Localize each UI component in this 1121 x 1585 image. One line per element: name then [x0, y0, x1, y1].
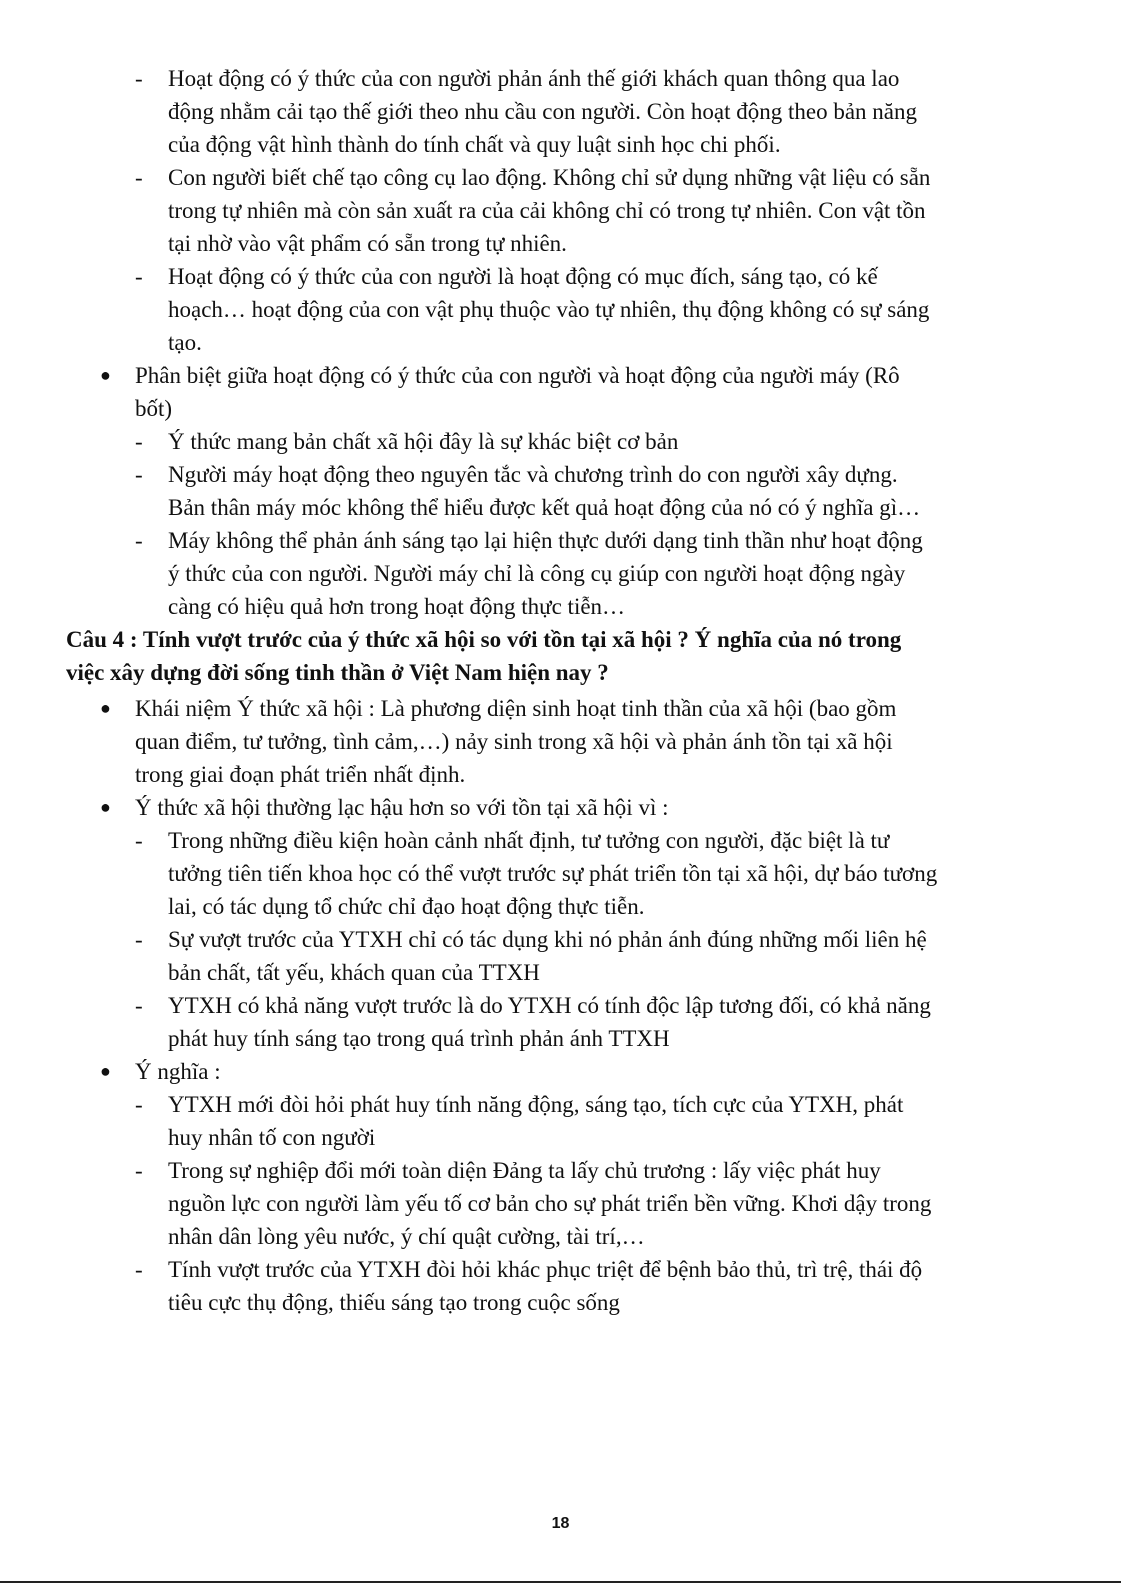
- question-heading-text: Câu 4 : Tính vượt trước của ý thức xã hội so với tồn tại xã hội ? Ý nghĩa của nó trong: [66, 627, 902, 652]
- list-item: [0, 824, 1121, 857]
- lag-section: [0, 791, 1121, 1055]
- page-number: 18: [551, 1515, 570, 1532]
- dash-marker: -: [135, 165, 143, 190]
- dash-marker: -: [135, 462, 143, 487]
- dash-marker: -: [135, 993, 143, 1018]
- bullet-marker: ●: [100, 365, 111, 385]
- dash-marker: -: [135, 1092, 143, 1117]
- list-item-text: động nhằm cải tạo thế giới theo nhu cầu con người. Còn hoạt động theo bản năng: [168, 99, 917, 124]
- list-item-text: Bản thân máy móc không thể hiểu được kết quả hoạt động của nó có ý nghĩa gì…: [168, 495, 921, 520]
- bullet-marker: ●: [100, 1061, 111, 1081]
- list-item-text: Con người biết chế tạo công cụ lao động. Không chỉ sử dụng những vật liệu có sẵn: [168, 165, 931, 190]
- list-item: [0, 1154, 1121, 1187]
- intro-dash-list: [0, 62, 1121, 359]
- dash-marker: -: [135, 264, 143, 289]
- list-item-text: tưởng tiên tiến khoa học có thể vượt trước sự phát triển tồn tại xã hội, dự báo tương: [168, 861, 938, 886]
- list-item-text: tại nhờ vào vật phẩm có sẵn trong tự nhiên.: [168, 231, 567, 256]
- bullet-text: Ý thức xã hội thường lạc hậu hơn so với tồn tại xã hội vì :: [135, 795, 669, 820]
- list-item-text: Ý thức mang bản chất xã hội đây là sự khác biệt cơ bản: [168, 429, 679, 454]
- bullet-item: [0, 359, 1121, 392]
- list-item-text: nhân dân lòng yêu nước, ý chí quật cường, tài trí,…: [168, 1224, 645, 1249]
- bullet-text: Phân biệt giữa hoạt động có ý thức của con người và hoạt động của người máy (Rô: [135, 363, 900, 388]
- list-item: [0, 62, 1121, 95]
- dash-marker: -: [135, 1158, 143, 1183]
- list-item-text: Hoạt động có ý thức của con người là hoạt động có mục đích, sáng tạo, có kế: [168, 264, 878, 289]
- list-item: [0, 161, 1121, 194]
- list-item: [0, 989, 1121, 1022]
- list-item-text: YTXH mới đòi hỏi phát huy tính năng động, sáng tạo, tích cực của YTXH, phát: [168, 1092, 904, 1117]
- list-item-text: Trong sự nghiệp đổi mới toàn diện Đảng ta lấy chủ trương : lấy việc phát huy: [168, 1158, 881, 1183]
- bullet-item: [0, 791, 1121, 824]
- list-item-text: phát huy tính sáng tạo trong quá trình phản ánh TTXH: [168, 1026, 670, 1051]
- list-item-text: Sự vượt trước của YTXH chỉ có tác dụng khi nó phản ánh đúng những mối liên hệ: [168, 927, 927, 952]
- dash-marker: -: [135, 927, 143, 952]
- list-item-text: YTXH có khả năng vượt trước là do YTXH có tính độc lập tương đối, có khả năng: [168, 993, 931, 1018]
- list-item-text: tiêu cực thụ động, thiếu sáng tạo trong cuộc sống: [168, 1290, 620, 1315]
- list-item: [0, 1253, 1121, 1286]
- list-item-text: Hoạt động có ý thức của con người phản ánh thế giới khách quan thông qua lao: [168, 66, 900, 91]
- dash-marker: -: [135, 1257, 143, 1282]
- question-heading: [0, 623, 1121, 689]
- list-item-text: Tính vượt trước của YTXH đòi hỏi khác phục triệt để bệnh bảo thủ, trì trệ, thái độ: [168, 1257, 923, 1282]
- list-item-text: lai, có tác dụng tổ chức chỉ đạo hoạt động thực tiễn.: [168, 894, 645, 919]
- list-item-text: Trong những điều kiện hoàn cảnh nhất định, tư tưởng con người, đặc biệt là tư: [168, 828, 890, 853]
- bullet-text: Khái niệm Ý thức xã hội : Là phương diện sinh hoạt tinh thần của xã hội (bao gồm: [135, 696, 897, 721]
- bottom-divider: [0, 1581, 1121, 1583]
- list-item-text: trong tự nhiên mà còn sản xuất ra của cải không chỉ có trong tự nhiên. Con vật tồn: [168, 198, 926, 223]
- dash-marker: -: [135, 429, 143, 454]
- list-item-text: bản chất, tất yếu, khách quan của TTXH: [168, 960, 540, 985]
- concept-section: [0, 692, 1121, 791]
- list-item: [0, 923, 1121, 956]
- list-item-text: của động vật hình thành do tính chất và quy luật sinh học chi phối.: [168, 132, 781, 157]
- bullet-marker: ●: [100, 698, 111, 718]
- list-item: [0, 1088, 1121, 1121]
- list-item: [0, 458, 1121, 491]
- bullet-marker: ●: [100, 797, 111, 817]
- meaning-section: [0, 1055, 1121, 1319]
- bullet-text: trong giai đoạn phát triển nhất định.: [135, 762, 466, 787]
- list-item: [0, 260, 1121, 293]
- list-item-text: tạo.: [168, 330, 202, 355]
- list-item-text: càng có hiệu quả hơn trong hoạt động thực tiễn…: [168, 594, 626, 619]
- list-item-text: ý thức của con người. Người máy chỉ là công cụ giúp con người hoạt động ngày: [168, 561, 906, 586]
- bullet-text: Ý nghĩa :: [135, 1059, 221, 1084]
- bullet-item: [0, 1055, 1121, 1088]
- dash-marker: -: [135, 528, 143, 553]
- robot-comparison-section: [0, 359, 1121, 623]
- bullet-item: [0, 692, 1121, 725]
- bullet-text: quan điểm, tư tưởng, tình cảm,…) nảy sinh trong xã hội và phản ánh tồn tại xã hội: [135, 729, 893, 754]
- list-item: [0, 524, 1121, 557]
- dash-marker: -: [135, 828, 143, 853]
- list-item-text: nguồn lực con người làm yếu tố cơ bản cho sự phát triển bền vững. Khơi dậy trong: [168, 1191, 932, 1216]
- question-heading-text: việc xây dựng đời sống tinh thần ở Việt Nam hiện nay ?: [66, 660, 609, 685]
- dash-marker: -: [135, 66, 143, 91]
- list-item-text: hoạch… hoạt động của con vật phụ thuộc vào tự nhiên, thụ động không có sự sáng: [168, 297, 930, 322]
- list-item-text: huy nhân tố con người: [168, 1125, 376, 1150]
- list-item-text: Máy không thể phản ánh sáng tạo lại hiện thực dưới dạng tinh thần như hoạt động: [168, 528, 923, 553]
- bullet-text: bốt): [135, 396, 173, 421]
- list-item: [0, 425, 1121, 458]
- list-item-text: Người máy hoạt động theo nguyên tắc và chương trình do con người xây dựng.: [168, 462, 898, 487]
- document-page: [0, 62, 1121, 1319]
